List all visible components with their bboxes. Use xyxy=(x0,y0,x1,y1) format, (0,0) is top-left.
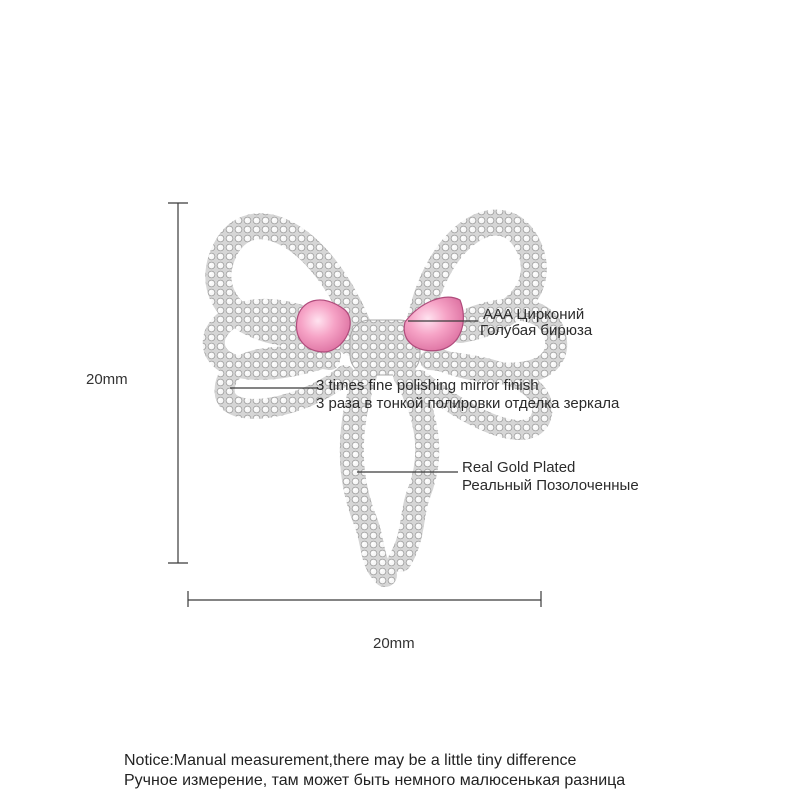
callout-polish-line1: 3 times fine polishing mirror finish xyxy=(316,377,539,394)
width-dimension-line xyxy=(188,591,541,607)
height-label: 20mm xyxy=(86,371,128,388)
callout-stone-line1: AAA Цирконий xyxy=(483,306,585,323)
notice-english: Notice:Manual measurement,there may be a little tiny difference xyxy=(124,752,577,769)
width-label: 20mm xyxy=(373,635,415,652)
callout-stone-line2: Голубая бирюза xyxy=(480,322,593,339)
callout-plating-line1: Real Gold Plated xyxy=(462,459,576,476)
callout-polish-line2: 3 раза в тонкой полировки отделка зеркала xyxy=(316,395,620,412)
callout-plating-line2: Реальный Позолоченные xyxy=(462,477,639,494)
height-dimension-line xyxy=(168,203,188,563)
notice-russian: Ручное измерение, там может быть немного малюсенькая разница xyxy=(124,772,626,789)
